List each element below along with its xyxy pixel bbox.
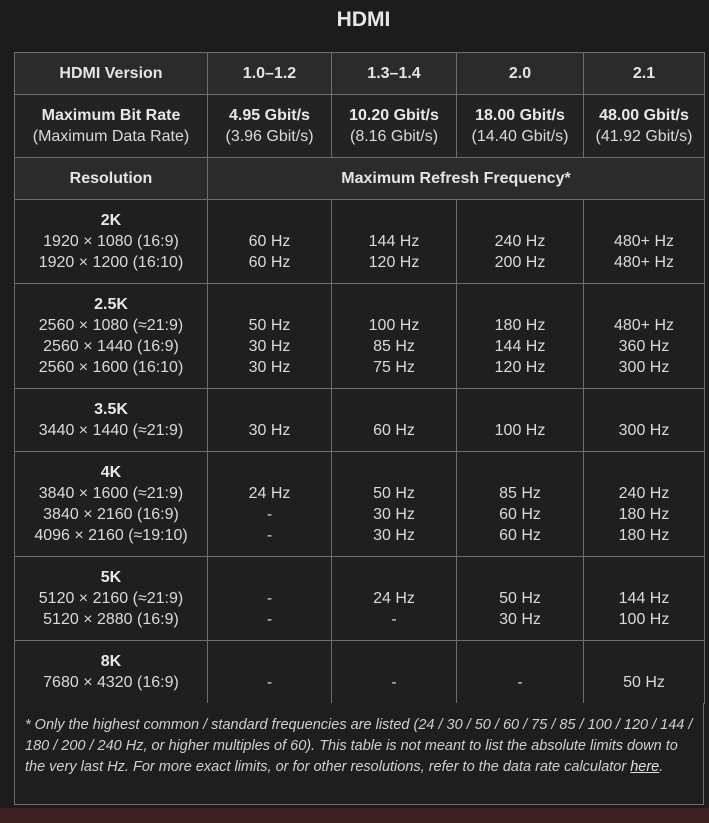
refresh-value: 360 Hz — [618, 338, 670, 355]
resolution-group-row — [15, 389, 705, 452]
refresh-value: - — [517, 674, 523, 691]
refresh-cell — [584, 389, 705, 452]
refresh-value: 60 Hz — [248, 233, 291, 250]
max-bit-rate: 18.00 Gbit/s — [475, 107, 565, 124]
refresh-value: 240 Hz — [618, 485, 670, 502]
refresh-value: 50 Hz — [248, 317, 291, 334]
refresh-value: 60 Hz — [499, 506, 541, 523]
refresh-value: 30 Hz — [499, 611, 541, 628]
max-data-rate: (3.96 Gbit/s) — [225, 128, 314, 145]
refresh-cell — [584, 200, 705, 284]
bitrate-sublabel: (Maximum Data Rate) — [32, 128, 190, 145]
refresh-frequency-header: Maximum Refresh Frequency* — [208, 158, 705, 200]
refresh-value: 144 Hz — [368, 233, 420, 250]
resolution: 1920 × 1200 (16:10) — [38, 254, 184, 271]
refresh-value: 100 Hz — [368, 317, 420, 334]
refresh-cell — [208, 641, 332, 704]
refresh-value: 30 Hz — [373, 506, 415, 523]
hdmi-table — [14, 52, 705, 704]
resolution-group-row — [15, 284, 705, 389]
refresh-value: 85 Hz — [499, 485, 541, 502]
page-title: HDMI — [336, 8, 391, 31]
refresh-value: 120 Hz — [368, 254, 420, 271]
refresh-value: 85 Hz — [373, 338, 415, 355]
resolution-label-cell — [15, 284, 208, 389]
refresh-value: 24 Hz — [373, 590, 415, 607]
resolution: 3840 × 1600 (≈21:9) — [38, 485, 184, 502]
bitrate-cell — [208, 95, 332, 158]
group-name: 5K — [100, 569, 122, 586]
resolution: 7680 × 4320 (16:9) — [43, 674, 179, 691]
resolution: 4096 × 2160 (≈19:10) — [34, 527, 188, 544]
max-data-rate: (14.40 Gbit/s) — [471, 128, 569, 145]
bitrate-cell — [457, 95, 584, 158]
refresh-value: 480+ Hz — [613, 233, 675, 250]
subheader-row — [15, 158, 705, 200]
refresh-cell — [584, 452, 705, 557]
refresh-cell — [584, 641, 705, 704]
refresh-cell — [208, 389, 332, 452]
bitrate-label-cell — [15, 95, 208, 158]
bitrate-row — [15, 95, 705, 158]
refresh-cell — [584, 284, 705, 389]
max-data-rate: (8.16 Gbit/s) — [349, 128, 439, 145]
footnote — [14, 703, 704, 805]
max-bit-rate: 48.00 Gbit/s — [599, 107, 689, 124]
version-header: 1.0–1.2 — [208, 53, 332, 95]
footnote-text: * Only the highest common / standard frequencies are listed (24 / 30 / 50 / 60 / 75 / 85 / 100 / 120 / 144 / 180 / 200 / 240 Hz, or higher multiples of 60). This table is not meant to list the absolute limits down to the very last Hz. For more exact limits, or for other resolutions, refer to the data rate calculator — [25, 717, 693, 775]
resolution-label-cell — [15, 389, 208, 452]
refresh-value: 30 Hz — [373, 527, 415, 544]
refresh-cell — [457, 284, 584, 389]
resolution: 2560 × 1600 (16:10) — [38, 359, 184, 376]
refresh-value: - — [266, 506, 273, 523]
refresh-value: 120 Hz — [494, 359, 546, 376]
bottom-bar — [0, 808, 709, 823]
refresh-value: 300 Hz — [618, 422, 670, 439]
refresh-value: - — [266, 527, 273, 544]
version-header-row — [15, 53, 705, 95]
resolution-header: Resolution — [15, 158, 208, 200]
refresh-cell — [208, 557, 332, 641]
bitrate-cell — [332, 95, 457, 158]
refresh-value: 24 Hz — [248, 485, 291, 502]
refresh-value: 75 Hz — [373, 359, 415, 376]
refresh-value: 240 Hz — [494, 233, 546, 250]
resolution-group-row — [15, 557, 705, 641]
resolution: 2560 × 1080 (≈21:9) — [38, 317, 184, 334]
refresh-value: 300 Hz — [618, 359, 670, 376]
refresh-value: 50 Hz — [499, 590, 541, 607]
refresh-cell — [584, 557, 705, 641]
refresh-cell — [208, 284, 332, 389]
footnote-end: . — [659, 759, 664, 775]
refresh-value: 144 Hz — [618, 590, 670, 607]
refresh-value: 144 Hz — [494, 338, 546, 355]
group-name: 2.5K — [94, 296, 128, 313]
max-data-rate: (41.92 Gbit/s) — [595, 128, 693, 145]
group-name: 4K — [100, 464, 122, 481]
resolution-group-row — [15, 200, 705, 284]
version-header: 2.1 — [584, 53, 705, 95]
refresh-value: 30 Hz — [248, 422, 291, 439]
refresh-value: 100 Hz — [618, 611, 670, 628]
refresh-value: 50 Hz — [373, 485, 415, 502]
refresh-cell — [457, 452, 584, 557]
resolution-group-row — [15, 641, 705, 704]
group-name: 8K — [100, 653, 122, 670]
group-name: 3.5K — [94, 401, 128, 418]
refresh-value: 60 Hz — [373, 422, 415, 439]
refresh-value: 100 Hz — [494, 422, 546, 439]
refresh-value: 60 Hz — [248, 254, 291, 271]
refresh-cell — [457, 557, 584, 641]
group-name: 2K — [100, 212, 122, 229]
hdmi-version-header: HDMI Version — [15, 53, 208, 95]
refresh-cell — [332, 389, 457, 452]
refresh-value: 60 Hz — [499, 527, 541, 544]
refresh-value: 180 Hz — [618, 527, 670, 544]
refresh-cell — [332, 284, 457, 389]
bitrate-cell — [584, 95, 705, 158]
refresh-cell — [208, 452, 332, 557]
resolution-label-cell — [15, 200, 208, 284]
bitrate-label: Maximum Bit Rate — [41, 107, 181, 124]
version-header: 2.0 — [457, 53, 584, 95]
version-header: 1.3–1.4 — [332, 53, 457, 95]
resolution-label-cell — [15, 557, 208, 641]
refresh-cell — [208, 200, 332, 284]
resolution: 3840 × 2160 (16:9) — [43, 506, 179, 523]
refresh-cell — [332, 200, 457, 284]
calculator-link[interactable]: here — [630, 759, 660, 775]
refresh-value: 50 Hz — [623, 674, 665, 691]
refresh-value: - — [266, 590, 273, 607]
resolution: 2560 × 1440 (16:9) — [43, 338, 179, 355]
max-bit-rate: 10.20 Gbit/s — [349, 107, 439, 124]
refresh-value: 30 Hz — [248, 359, 291, 376]
refresh-value: 30 Hz — [248, 338, 291, 355]
refresh-cell — [332, 452, 457, 557]
resolution: 5120 × 2160 (≈21:9) — [38, 590, 184, 607]
max-bit-rate: 4.95 Gbit/s — [229, 107, 310, 124]
refresh-value: 480+ Hz — [613, 254, 675, 271]
refresh-cell — [332, 557, 457, 641]
resolution: 5120 × 2880 (16:9) — [43, 611, 179, 628]
refresh-cell — [457, 389, 584, 452]
resolution-label-cell — [15, 452, 208, 557]
refresh-value: - — [266, 611, 273, 628]
resolution: 1920 × 1080 (16:9) — [43, 233, 179, 250]
resolution-label-cell — [15, 641, 208, 704]
refresh-value: - — [266, 674, 273, 691]
refresh-value: 180 Hz — [618, 506, 670, 523]
refresh-cell — [332, 641, 457, 704]
refresh-value: - — [391, 674, 397, 691]
refresh-cell — [457, 641, 584, 704]
refresh-value: - — [391, 611, 397, 628]
refresh-value: 180 Hz — [494, 317, 546, 334]
resolution: 3440 × 1440 (≈21:9) — [38, 422, 184, 439]
refresh-cell — [457, 200, 584, 284]
refresh-value: 480+ Hz — [613, 317, 675, 334]
resolution-group-row — [15, 452, 705, 557]
refresh-value: 200 Hz — [494, 254, 546, 271]
